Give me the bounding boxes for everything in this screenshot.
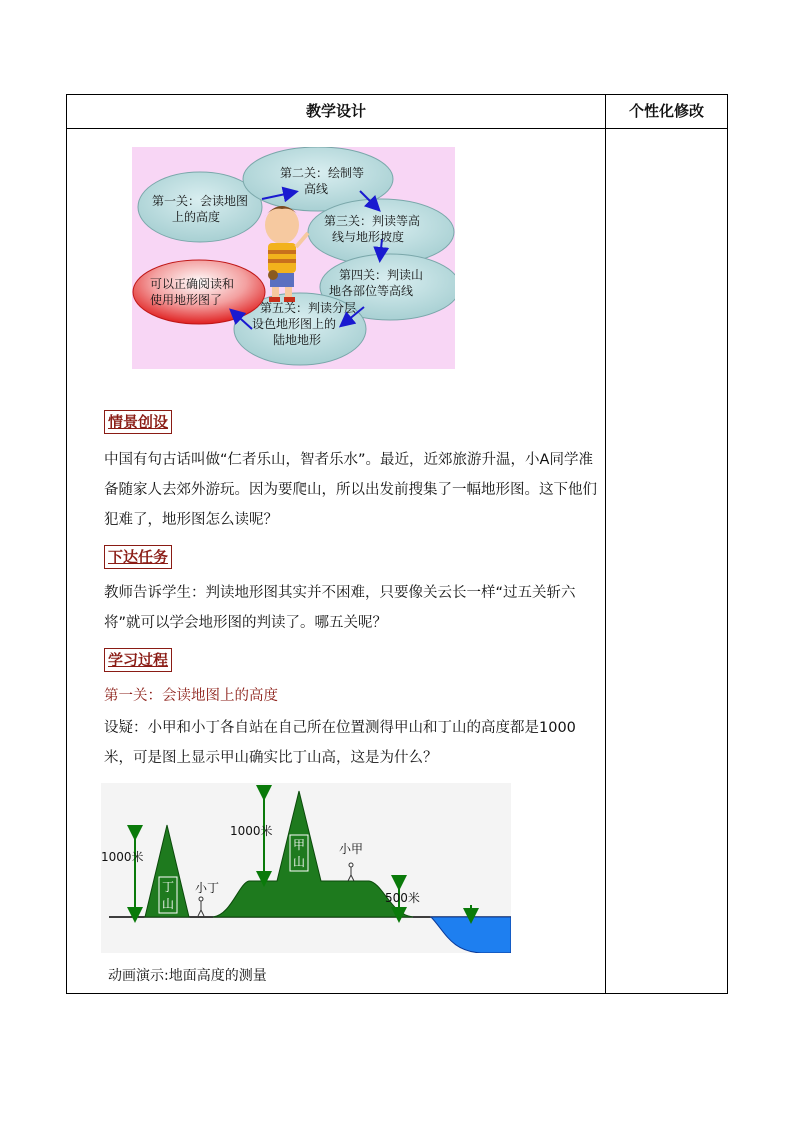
animation-caption: 动画演示:地面高度的测量	[108, 968, 267, 984]
level2-text-b: 高线	[304, 182, 329, 196]
ding-name-1: 丁	[161, 880, 175, 894]
ding-name-2: 山	[161, 897, 175, 911]
level4-text-a: 第四关：判读山	[339, 268, 424, 282]
scene-paragraph: 中国有句古话叫做“仁者乐山，智者乐水”。最近，近郊旅游升温，小A同学准备随家人去郊外游玩。因为要爬山，所以出发前搜集了一幅地形图。这下他们犯难了，地形图怎么读呢？	[104, 452, 597, 528]
level1-subheading: 第一关：会读地图上的高度	[104, 688, 278, 704]
levels-mindmap	[132, 147, 455, 369]
bubble-goal	[133, 260, 265, 324]
mindmap-svg	[132, 147, 455, 369]
goal-text-b: 使用地形图了	[150, 293, 223, 307]
jia-height-label: 1000米	[230, 824, 273, 838]
boy-illustration	[264, 206, 308, 302]
level1-text-a: 第一关：会读地图	[152, 194, 249, 208]
ding-height-label: 1000米	[101, 850, 144, 864]
level5-text-b: 设色地形图上的	[252, 317, 337, 331]
level1-text-b: 上的高度	[172, 210, 221, 224]
tag-scene-label: 情景创设	[108, 413, 169, 431]
jia-name-2: 山	[292, 855, 306, 869]
tag-scene	[104, 410, 172, 434]
person-ding-label: 小丁	[195, 881, 220, 895]
plateau-height-label: 500米	[385, 891, 420, 905]
question-paragraph: 设疑：小甲和小丁各自站在自己所在位置测得甲山和丁山的高度都是1000米，可是图上显示甲山确实比丁山高，这是为什么？	[104, 720, 576, 766]
level2-text-a: 第二关：绘制等	[280, 166, 365, 180]
tag-task-label: 下达任务	[108, 548, 169, 566]
goal-text-a: 可以正确阅读和	[150, 277, 235, 291]
header-teaching-design: 教学设计	[305, 102, 366, 120]
task-paragraph: 教师告诉学生：判读地形图其实并不困难，只要像关云长一样“过五关斩六将”就可以学会地形图的判读了。哪五关呢？	[104, 585, 576, 631]
height-diagram-svg	[101, 783, 511, 953]
level4-text-b: 地各部位等高线	[329, 284, 414, 298]
tag-process-label: 学习过程	[108, 651, 169, 669]
tag-task	[104, 545, 172, 569]
header-divider	[67, 128, 727, 129]
tag-process	[104, 648, 172, 672]
height-diagram	[101, 783, 511, 953]
jia-name-1: 甲	[292, 838, 306, 852]
level5-text-a: 第五关：判读分层	[260, 301, 357, 315]
person-jia-label: 小甲	[339, 842, 364, 856]
level3-text-a: 第三关：判读等高	[324, 214, 421, 228]
column-divider	[605, 95, 606, 993]
level5-text-c: 陆地地形	[273, 333, 322, 347]
level3-text-b: 线与地形坡度	[332, 230, 405, 244]
header-personal-revision: 个性化修改	[628, 102, 704, 120]
